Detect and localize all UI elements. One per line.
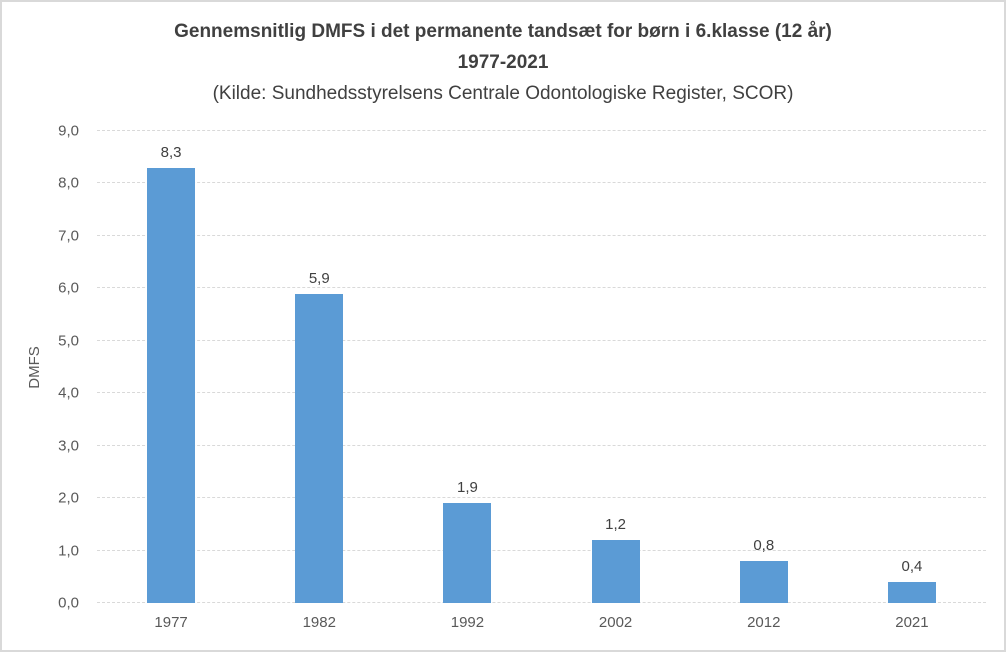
bar-2012 <box>740 561 788 603</box>
chart-title-line-2: 1977-2021 <box>457 52 549 73</box>
y-axis-tick-labels <box>2 122 87 612</box>
x-axis-category-labels <box>97 614 986 631</box>
y-axis-tick-label: 5,0 <box>58 332 79 350</box>
data-label-2012: 0,8 <box>753 537 775 555</box>
x-axis-category-label: 1982 <box>302 614 336 631</box>
bar-slot-2012 <box>690 131 838 603</box>
y-axis-tick-label: 3,0 <box>58 437 79 455</box>
data-label-2021: 0,4 <box>901 558 923 576</box>
x-axis-category-label: 2012 <box>747 614 781 631</box>
bar-1992 <box>443 503 491 603</box>
data-label-1982: 5,9 <box>308 269 330 287</box>
y-axis-tick-label: 9,0 <box>58 122 79 140</box>
bar-slot-1977 <box>97 131 245 603</box>
y-axis-tick-label: 4,0 <box>58 384 79 402</box>
data-label-1992: 1,9 <box>457 479 478 497</box>
x-axis-category-label: 1977 <box>154 614 188 631</box>
bar-2021 <box>888 582 936 603</box>
chart-title-line-1: Gennemsnitlig DMFS i det permanente tandsæt for børn i 6.klasse (12 år) <box>174 21 832 42</box>
bar-slot-2021 <box>838 131 986 603</box>
bar-slot-2002 <box>542 131 690 603</box>
y-axis-tick-label: 1,0 <box>58 542 79 560</box>
bar-slot-1992 <box>393 131 541 603</box>
y-axis-tick-label: 8,0 <box>58 174 79 192</box>
bars-layer <box>97 131 986 603</box>
chart-title-block <box>2 16 1004 109</box>
x-axis-category-label: 2021 <box>895 614 929 631</box>
y-axis-title: DMFS <box>25 345 43 389</box>
y-axis-tick-label: 0,0 <box>58 594 79 612</box>
bar-2002 <box>592 540 640 603</box>
y-axis-tick-label: 6,0 <box>58 279 79 297</box>
data-label-2002: 1,2 <box>605 516 627 534</box>
data-label-1977: 8,3 <box>160 143 182 161</box>
x-axis-category-label: 1992 <box>450 614 485 631</box>
chart-subtitle-source: (Kilde: Sundhedsstyrelsens Centrale Odontologiske Register, SCOR) <box>212 83 794 104</box>
x-axis-category-label: 2002 <box>598 614 633 631</box>
y-axis-tick-label: 2,0 <box>58 489 79 507</box>
plot-area <box>97 131 986 603</box>
bar-1977 <box>147 168 195 603</box>
bar-1982 <box>295 294 343 603</box>
bar-slot-1982 <box>245 131 393 603</box>
y-axis-tick-label: 7,0 <box>58 227 79 245</box>
